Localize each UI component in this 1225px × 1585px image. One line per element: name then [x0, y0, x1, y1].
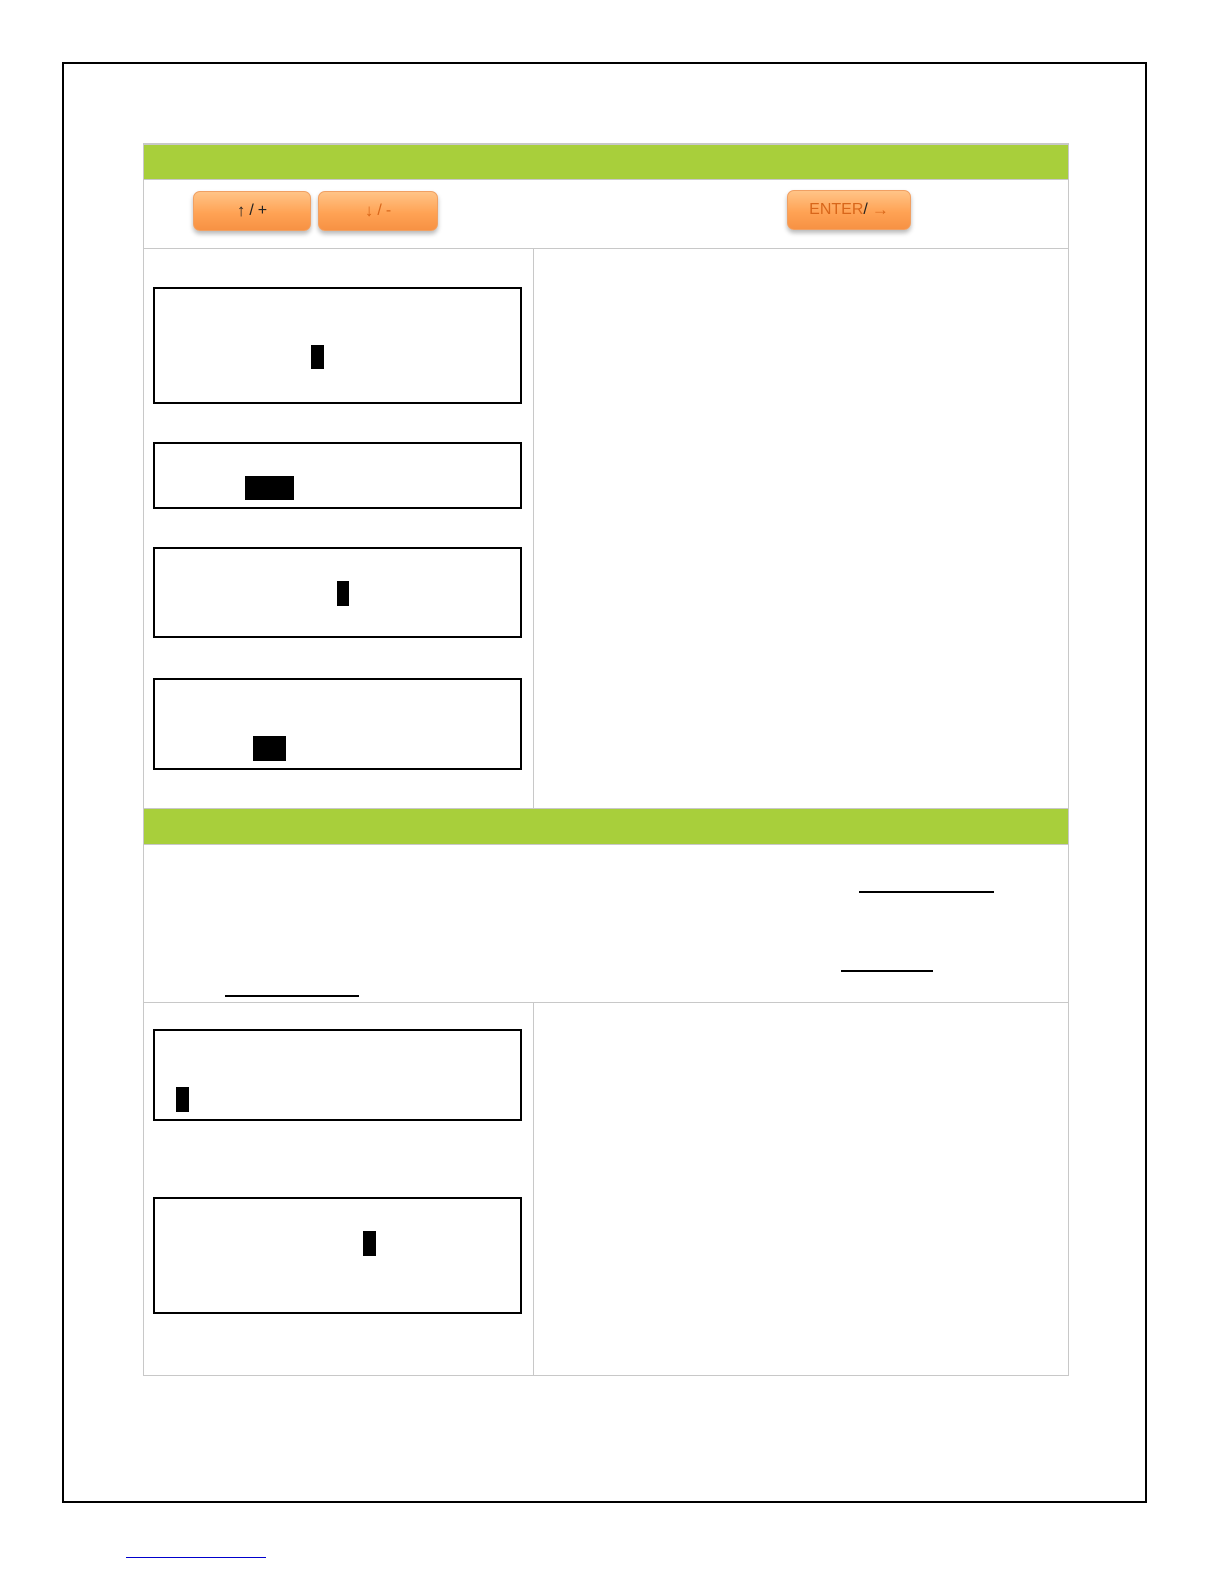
blank-underline-2 [841, 970, 933, 972]
up-plus-button[interactable]: ↑ / + [193, 191, 311, 231]
lcd-cursor [363, 1231, 376, 1256]
arrow-right-icon: → [871, 200, 889, 219]
lcd-display-5 [153, 1029, 522, 1121]
arrow-down-icon: ↓ [364, 201, 374, 220]
lcd-display-3 [153, 547, 522, 638]
lcd-cursor [176, 1087, 189, 1112]
enter-button[interactable]: ENTER / → [787, 190, 911, 230]
lcd-cursor [311, 345, 324, 369]
lcd-display-6 [153, 1197, 522, 1314]
row-divider [144, 1002, 1068, 1003]
column-divider [533, 1003, 534, 1376]
lcd-cursor [253, 736, 286, 761]
arrow-up-icon: ↑ [236, 201, 246, 220]
column-divider [533, 249, 534, 808]
blank-underline-1 [859, 891, 994, 893]
lcd-cursor [245, 476, 294, 500]
lcd-display-1 [153, 287, 522, 404]
instruction-table [143, 143, 1069, 1376]
footer-link-underline[interactable] [126, 1557, 266, 1558]
section-header-bar-1 [144, 144, 1068, 180]
lcd-display-4 [153, 678, 522, 770]
lcd-display-2 [153, 442, 522, 509]
down-minus-button[interactable]: ↓ / - [318, 191, 438, 231]
row-divider [144, 248, 1068, 249]
lcd-cursor [337, 581, 349, 606]
blank-underline-3 [225, 995, 359, 997]
section-header-bar-2 [144, 808, 1068, 845]
